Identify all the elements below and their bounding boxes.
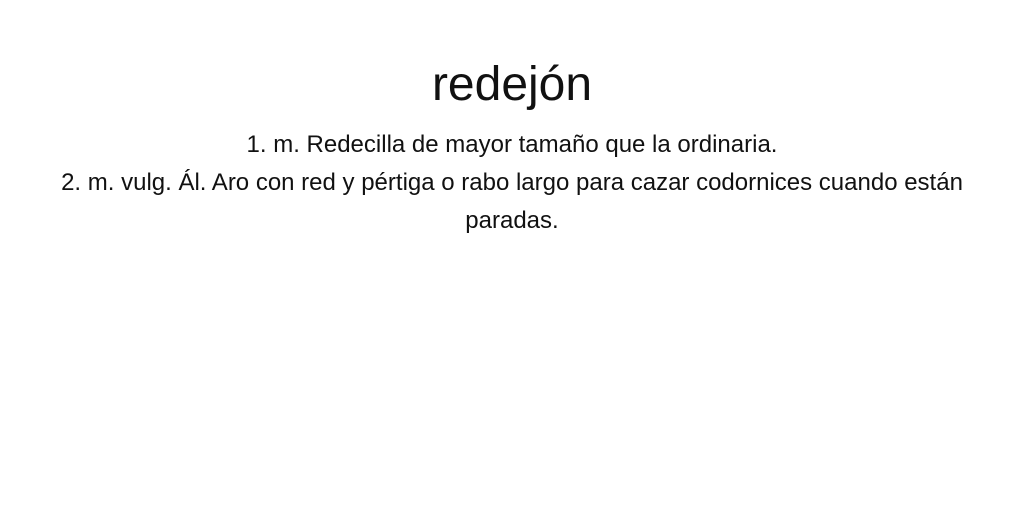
definition-list [60, 126, 964, 240]
headword: redejón [431, 58, 593, 111]
definition-1: 1. m. Redecilla de mayor tamaño que la ordinaria. [246, 131, 778, 158]
definition-2: 2. m. vulg. Ál. Aro con red y pértiga o rabo largo para cazar codornices cuando están paradas. [61, 169, 963, 234]
